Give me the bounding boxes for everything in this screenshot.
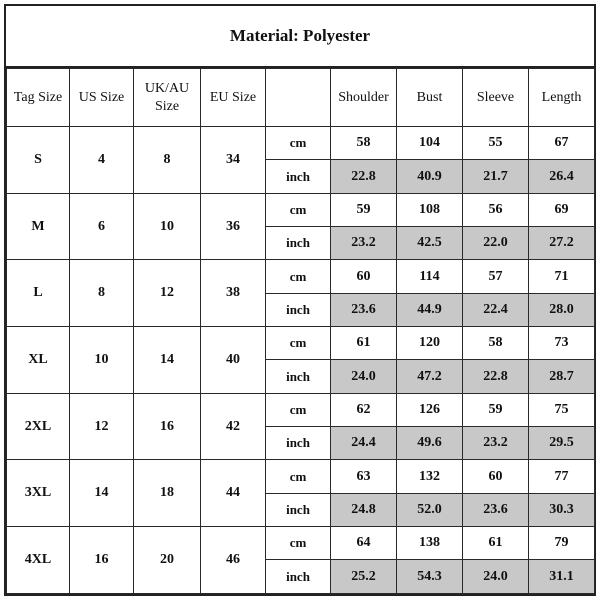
unit-cell-cm: cm <box>266 260 331 293</box>
unit-cell-cm: cm <box>266 460 331 493</box>
bust-cm-cell: 114 <box>397 260 463 293</box>
bust-inch-cell: 42.5 <box>397 227 463 260</box>
uk-au-size-cell: 8 <box>134 127 201 194</box>
us-size-cell: 10 <box>70 327 134 394</box>
header-eu-size: EU Size <box>201 69 266 127</box>
shoulder-cm-cell: 62 <box>331 393 397 426</box>
tag-size-cell: 3XL <box>7 460 70 527</box>
unit-cell-cm: cm <box>266 393 331 426</box>
bust-cm-cell: 104 <box>397 127 463 160</box>
length-cm-cell: 69 <box>529 193 595 226</box>
us-size-cell: 12 <box>70 393 134 460</box>
tag-size-cell: 2XL <box>7 393 70 460</box>
bust-inch-cell: 40.9 <box>397 160 463 193</box>
eu-size-cell: 34 <box>201 127 266 194</box>
table-row <box>7 460 595 493</box>
table-row <box>7 260 595 293</box>
sleeve-cm-cell: 61 <box>463 527 529 560</box>
shoulder-inch-cell: 25.2 <box>331 560 397 594</box>
unit-cell-inch: inch <box>266 160 331 193</box>
table-row <box>7 127 595 160</box>
unit-cell-inch: inch <box>266 227 331 260</box>
tag-size-cell: S <box>7 127 70 194</box>
sleeve-cm-cell: 59 <box>463 393 529 426</box>
size-chart <box>4 4 596 596</box>
table-row <box>7 193 595 226</box>
shoulder-cm-cell: 64 <box>331 527 397 560</box>
us-size-cell: 4 <box>70 127 134 194</box>
length-inch-cell: 31.1 <box>529 560 595 594</box>
shoulder-inch-cell: 24.4 <box>331 427 397 460</box>
length-cm-cell: 79 <box>529 527 595 560</box>
shoulder-cm-cell: 59 <box>331 193 397 226</box>
sleeve-inch-cell: 22.0 <box>463 227 529 260</box>
length-cm-cell: 75 <box>529 393 595 426</box>
eu-size-cell: 38 <box>201 260 266 327</box>
length-cm-cell: 77 <box>529 460 595 493</box>
bust-cm-cell: 108 <box>397 193 463 226</box>
bust-cm-cell: 132 <box>397 460 463 493</box>
unit-cell-cm: cm <box>266 127 331 160</box>
chart-title: Material: Polyester <box>6 6 594 68</box>
shoulder-inch-cell: 24.0 <box>331 360 397 393</box>
us-size-cell: 14 <box>70 460 134 527</box>
header-shoulder: Shoulder <box>331 69 397 127</box>
shoulder-inch-cell: 22.8 <box>331 160 397 193</box>
tag-size-cell: 4XL <box>7 527 70 594</box>
bust-inch-cell: 52.0 <box>397 493 463 526</box>
uk-au-size-cell: 10 <box>134 193 201 260</box>
uk-au-size-cell: 14 <box>134 327 201 394</box>
header-uk-au-size: UK/AU Size <box>134 69 201 127</box>
header-us-size: US Size <box>70 69 134 127</box>
length-inch-cell: 28.7 <box>529 360 595 393</box>
unit-cell-inch: inch <box>266 427 331 460</box>
length-inch-cell: 28.0 <box>529 293 595 326</box>
unit-cell-inch: inch <box>266 493 331 526</box>
sleeve-cm-cell: 57 <box>463 260 529 293</box>
length-inch-cell: 27.2 <box>529 227 595 260</box>
unit-cell-cm: cm <box>266 327 331 360</box>
length-cm-cell: 67 <box>529 127 595 160</box>
eu-size-cell: 36 <box>201 193 266 260</box>
bust-cm-cell: 120 <box>397 327 463 360</box>
sleeve-inch-cell: 24.0 <box>463 560 529 594</box>
table-row <box>7 393 595 426</box>
header-sleeve: Sleeve <box>463 69 529 127</box>
header-bust: Bust <box>397 69 463 127</box>
us-size-cell: 8 <box>70 260 134 327</box>
header-length: Length <box>529 69 595 127</box>
shoulder-cm-cell: 63 <box>331 460 397 493</box>
unit-cell-cm: cm <box>266 193 331 226</box>
tag-size-cell: M <box>7 193 70 260</box>
eu-size-cell: 46 <box>201 527 266 594</box>
table-row <box>7 327 595 360</box>
sleeve-inch-cell: 22.8 <box>463 360 529 393</box>
sleeve-inch-cell: 22.4 <box>463 293 529 326</box>
unit-cell-inch: inch <box>266 293 331 326</box>
bust-inch-cell: 47.2 <box>397 360 463 393</box>
us-size-cell: 6 <box>70 193 134 260</box>
shoulder-cm-cell: 60 <box>331 260 397 293</box>
length-inch-cell: 26.4 <box>529 160 595 193</box>
eu-size-cell: 40 <box>201 327 266 394</box>
header-row <box>7 69 595 127</box>
bust-cm-cell: 138 <box>397 527 463 560</box>
length-cm-cell: 73 <box>529 327 595 360</box>
us-size-cell: 16 <box>70 527 134 594</box>
length-cm-cell: 71 <box>529 260 595 293</box>
sleeve-inch-cell: 21.7 <box>463 160 529 193</box>
tag-size-cell: L <box>7 260 70 327</box>
length-inch-cell: 30.3 <box>529 493 595 526</box>
shoulder-cm-cell: 58 <box>331 127 397 160</box>
uk-au-size-cell: 12 <box>134 260 201 327</box>
table-row <box>7 527 595 560</box>
length-inch-cell: 29.5 <box>529 427 595 460</box>
uk-au-size-cell: 20 <box>134 527 201 594</box>
bust-inch-cell: 54.3 <box>397 560 463 594</box>
unit-cell-inch: inch <box>266 560 331 594</box>
sleeve-inch-cell: 23.2 <box>463 427 529 460</box>
shoulder-inch-cell: 23.2 <box>331 227 397 260</box>
uk-au-size-cell: 16 <box>134 393 201 460</box>
eu-size-cell: 44 <box>201 460 266 527</box>
unit-cell-cm: cm <box>266 527 331 560</box>
eu-size-cell: 42 <box>201 393 266 460</box>
sleeve-cm-cell: 56 <box>463 193 529 226</box>
sleeve-inch-cell: 23.6 <box>463 493 529 526</box>
unit-cell-inch: inch <box>266 360 331 393</box>
size-table <box>6 68 595 594</box>
sleeve-cm-cell: 55 <box>463 127 529 160</box>
bust-inch-cell: 44.9 <box>397 293 463 326</box>
header-tag-size: Tag Size <box>7 69 70 127</box>
sleeve-cm-cell: 58 <box>463 327 529 360</box>
shoulder-cm-cell: 61 <box>331 327 397 360</box>
tag-size-cell: XL <box>7 327 70 394</box>
shoulder-inch-cell: 23.6 <box>331 293 397 326</box>
shoulder-inch-cell: 24.8 <box>331 493 397 526</box>
header-unit <box>266 69 331 127</box>
sleeve-cm-cell: 60 <box>463 460 529 493</box>
bust-inch-cell: 49.6 <box>397 427 463 460</box>
bust-cm-cell: 126 <box>397 393 463 426</box>
uk-au-size-cell: 18 <box>134 460 201 527</box>
